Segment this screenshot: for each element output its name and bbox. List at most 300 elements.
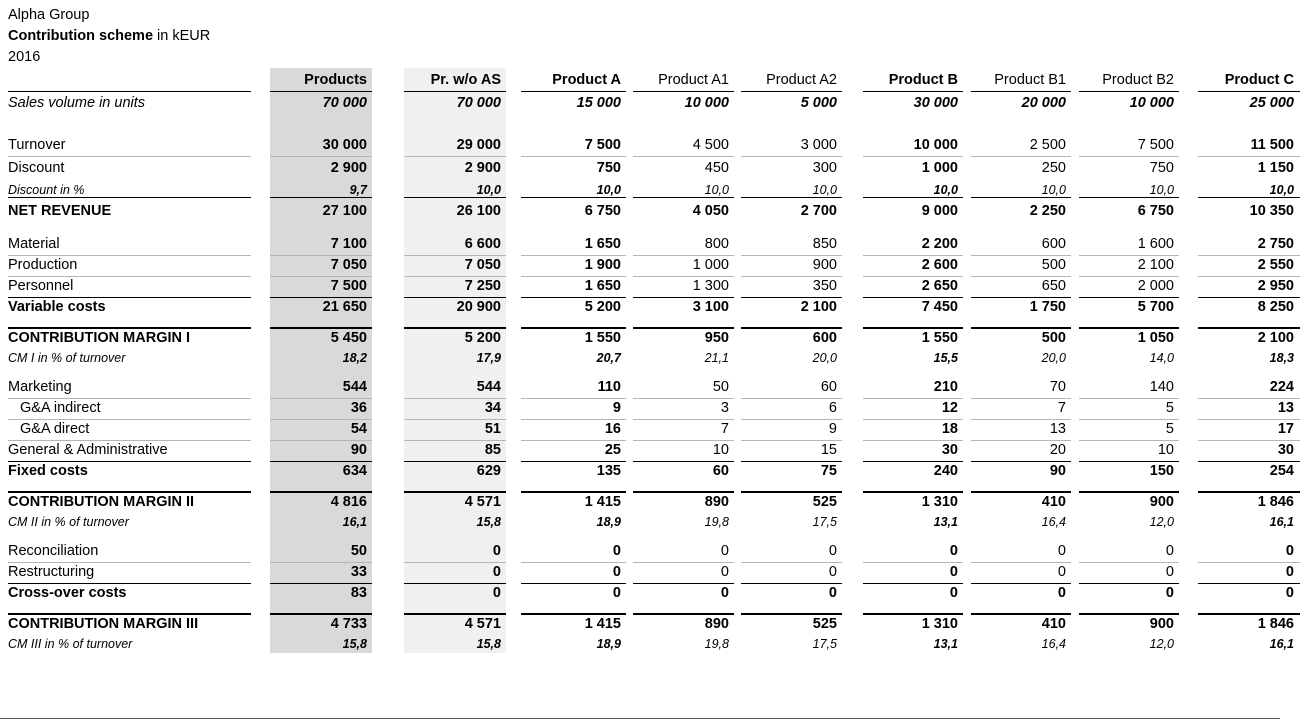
table-cell: 0 (492, 585, 501, 601)
row-label-turnover: Turnover (8, 137, 66, 153)
row-rule (270, 440, 372, 441)
row-rule (863, 562, 963, 563)
table-cell: 0 (1057, 543, 1066, 559)
table-cell: 250 (1041, 160, 1066, 176)
table-cell: 20,0 (1041, 351, 1066, 365)
row-rule (521, 197, 626, 198)
row-rule (1079, 276, 1179, 277)
table-cell: 0 (1285, 564, 1294, 580)
row-rule (863, 613, 963, 615)
table-cell: 10,0 (704, 183, 729, 197)
table-cell: 20 900 (456, 299, 501, 315)
row-rule (863, 327, 963, 329)
table-cell: 16 (604, 421, 621, 437)
table-cell: 629 (476, 463, 501, 479)
table-cell: 6 750 (1137, 203, 1174, 219)
table-row (0, 440, 1300, 461)
table-cell: 27 100 (322, 203, 367, 219)
table-row (0, 562, 1300, 583)
row-rule (1079, 440, 1179, 441)
table-cell: 70 (1049, 379, 1066, 395)
table-cell: 1 415 (584, 494, 621, 510)
row-rule (404, 297, 506, 298)
row-rule (8, 440, 251, 441)
table-cell: 20,0 (812, 351, 837, 365)
row-rule (633, 327, 734, 329)
table-cell: 544 (476, 379, 501, 395)
row-rule (270, 419, 372, 420)
table-cell: 17,9 (476, 351, 501, 365)
table-cell: 544 (342, 379, 367, 395)
table-row (0, 234, 1300, 255)
header-rule (1198, 91, 1300, 92)
row-rule (1079, 398, 1179, 399)
table-cell: 7 050 (464, 257, 501, 273)
row-rule (1079, 613, 1179, 615)
row-label-net-revenue: NET REVENUE (8, 203, 112, 219)
row-rule (863, 297, 963, 298)
row-rule (404, 491, 506, 493)
table-row (0, 255, 1300, 276)
report-title-unit: in kEUR (153, 28, 211, 44)
table-cell: 60 (712, 463, 729, 479)
table-cell: 1 310 (921, 616, 958, 632)
table-cell: 525 (812, 616, 837, 632)
row-label-cm2: CONTRIBUTION MARGIN II (8, 494, 195, 510)
row-rule (8, 255, 251, 256)
table-cell: 750 (596, 160, 621, 176)
row-rule (270, 156, 372, 157)
table-cell: 900 (1149, 616, 1174, 632)
table-cell: 525 (812, 494, 837, 510)
table-row (0, 492, 1300, 513)
table-cell: 10 350 (1249, 203, 1294, 219)
table-cell: 15 000 (576, 95, 621, 111)
row-rule (971, 197, 1071, 198)
table-cell: 2 500 (1029, 137, 1066, 153)
table-cell: 83 (350, 585, 367, 601)
table-cell: 7 450 (921, 299, 958, 315)
header-rule (521, 91, 626, 92)
row-rule (404, 613, 506, 615)
row-rule (1079, 156, 1179, 157)
row-rule (404, 255, 506, 256)
table-cell: 0 (720, 564, 729, 580)
table-cell: 2 900 (464, 160, 501, 176)
row-rule (633, 613, 734, 615)
row-rule (1198, 156, 1300, 157)
table-cell: 10,0 (596, 183, 621, 197)
table-cell: 18,9 (596, 515, 621, 529)
row-label-fixed-costs: Fixed costs (8, 463, 88, 479)
table-cell: 7 500 (330, 278, 367, 294)
table-cell: 15,8 (476, 515, 501, 529)
table-cell: 25 000 (1249, 95, 1294, 111)
row-rule (521, 419, 626, 420)
row-rule (8, 419, 251, 420)
row-rule (404, 440, 506, 441)
table-cell: 33 (350, 564, 367, 580)
table-cell: 13 (1049, 421, 1066, 437)
row-label-cm1-pct: CM I in % of turnover (8, 351, 126, 365)
table-cell: 1 600 (1137, 236, 1174, 252)
table-cell: 0 (492, 543, 501, 559)
row-rule (1079, 197, 1179, 198)
table-cell: 410 (1041, 494, 1066, 510)
row-rule (863, 440, 963, 441)
table-cell: 4 500 (692, 137, 729, 153)
column-header: Product B (888, 72, 958, 88)
row-rule (404, 562, 506, 563)
table-cell: 600 (812, 330, 837, 346)
row-rule (863, 156, 963, 157)
row-rule (8, 562, 251, 563)
table-cell: 90 (350, 442, 367, 458)
table-cell: 2 100 (1137, 257, 1174, 273)
row-rule (633, 583, 734, 584)
table-cell: 0 (949, 585, 958, 601)
table-cell: 10,0 (1269, 183, 1294, 197)
row-rule (270, 197, 372, 198)
column-header: Product B2 (1102, 72, 1174, 88)
row-rule (741, 276, 842, 277)
table-cell: 15,5 (933, 351, 958, 365)
table-cell: 5 (1165, 421, 1174, 437)
row-rule (1198, 197, 1300, 198)
row-rule (8, 461, 251, 462)
row-rule (404, 461, 506, 462)
table-cell: 7 100 (330, 236, 367, 252)
table-cell: 7 050 (330, 257, 367, 273)
table-cell: 450 (704, 160, 729, 176)
row-rule (1079, 297, 1179, 298)
table-cell: 2 650 (921, 278, 958, 294)
table-cell: 1 650 (584, 236, 621, 252)
row-rule (633, 197, 734, 198)
table-cell: 19,8 (704, 515, 729, 529)
table-cell: 6 750 (584, 203, 621, 219)
table-cell: 0 (1165, 564, 1174, 580)
table-row (0, 201, 1300, 222)
table-row (0, 634, 1300, 652)
table-cell: 110 (597, 379, 621, 395)
row-label-personnel: Personnel (8, 278, 74, 294)
row-rule (404, 398, 506, 399)
table-cell: 0 (949, 543, 958, 559)
column-header: Pr. w/o AS (430, 72, 501, 88)
table-cell: 1 150 (1257, 160, 1294, 176)
table-cell: 10,0 (812, 183, 837, 197)
row-label-ga-direct: G&A direct (20, 421, 90, 437)
row-rule (741, 297, 842, 298)
table-cell: 15,8 (342, 637, 367, 651)
row-rule (8, 613, 251, 615)
row-rule (1079, 491, 1179, 493)
row-rule (1198, 327, 1300, 329)
row-rule (741, 583, 842, 584)
row-label-marketing: Marketing (8, 379, 72, 395)
table-cell: 890 (704, 616, 729, 632)
table-cell: 7 250 (464, 278, 501, 294)
table-cell: 900 (1149, 494, 1174, 510)
row-rule (404, 197, 506, 198)
row-rule (270, 583, 372, 584)
table-cell: 0 (828, 564, 837, 580)
row-rule (270, 461, 372, 462)
table-cell: 2 100 (800, 299, 837, 315)
table-cell: 15 (820, 442, 837, 458)
table-cell: 600 (1041, 236, 1066, 252)
table-cell: 890 (704, 494, 729, 510)
row-rule (270, 613, 372, 615)
header-rule (270, 91, 372, 92)
row-rule (971, 613, 1071, 615)
table-cell: 300 (812, 160, 837, 176)
header-rule (863, 91, 963, 92)
row-rule (1079, 583, 1179, 584)
table-row (0, 398, 1300, 419)
row-rule (863, 419, 963, 420)
row-label-cm3-pct: CM III in % of turnover (8, 637, 133, 651)
table-cell: 16,4 (1041, 637, 1066, 651)
row-rule (521, 461, 626, 462)
table-cell: 2 100 (1257, 330, 1294, 346)
row-rule (1198, 297, 1300, 298)
row-rule (1079, 327, 1179, 329)
table-cell: 1 550 (584, 330, 621, 346)
row-rule (1079, 255, 1179, 256)
header-rule (1079, 91, 1179, 92)
table-row (0, 512, 1300, 530)
table-cell: 4 050 (692, 203, 729, 219)
column-header: Product A1 (658, 72, 729, 88)
row-rule (1198, 398, 1300, 399)
table-cell: 19,8 (704, 637, 729, 651)
row-rule (521, 440, 626, 441)
row-rule (270, 398, 372, 399)
table-cell: 0 (612, 543, 621, 559)
table-cell: 5 (1165, 400, 1174, 416)
table-cell: 36 (350, 400, 367, 416)
row-rule (1198, 491, 1300, 493)
table-cell: 30 (1277, 442, 1294, 458)
row-rule (1198, 562, 1300, 563)
row-rule (863, 255, 963, 256)
table-cell: 26 100 (456, 203, 501, 219)
table-cell: 1 310 (921, 494, 958, 510)
table-cell: 2 200 (921, 236, 958, 252)
table-cell: 18,9 (596, 637, 621, 651)
row-rule (521, 297, 626, 298)
row-label-ga-indirect: G&A indirect (20, 400, 101, 416)
table-cell: 4 733 (330, 616, 367, 632)
column-header: Product A (552, 72, 621, 88)
row-rule (863, 398, 963, 399)
table-cell: 70 000 (322, 95, 367, 111)
row-rule (404, 156, 506, 157)
table-cell: 150 (1149, 463, 1174, 479)
table-cell: 6 (828, 400, 837, 416)
table-cell: 29 000 (456, 137, 501, 153)
table-cell: 1 900 (584, 257, 621, 273)
table-row (0, 297, 1300, 318)
table-cell: 15,8 (476, 637, 501, 651)
table-cell: 51 (484, 421, 501, 437)
table-cell: 0 (828, 585, 837, 601)
table-cell: 50 (712, 379, 729, 395)
row-rule (971, 583, 1071, 584)
table-cell: 1 550 (921, 330, 958, 346)
row-rule (633, 297, 734, 298)
row-rule (633, 276, 734, 277)
row-rule (741, 398, 842, 399)
row-rule (8, 156, 251, 157)
table-row (0, 93, 1300, 114)
row-rule (521, 156, 626, 157)
table-cell: 0 (720, 543, 729, 559)
row-rule (741, 197, 842, 198)
table-cell: 10,0 (1041, 183, 1066, 197)
row-rule (741, 156, 842, 157)
table-cell: 17,5 (812, 637, 837, 651)
row-rule (521, 255, 626, 256)
row-rule (8, 297, 251, 298)
table-cell: 30 (941, 442, 958, 458)
table-cell: 2 900 (330, 160, 367, 176)
row-rule (521, 491, 626, 493)
table-cell: 4 571 (464, 494, 501, 510)
table-cell: 20 (1049, 442, 1066, 458)
table-cell: 2 750 (1257, 236, 1294, 252)
table-cell: 18,3 (1269, 351, 1294, 365)
row-rule (633, 419, 734, 420)
row-rule (741, 255, 842, 256)
table-cell: 6 600 (464, 236, 501, 252)
table-cell: 5 450 (330, 330, 367, 346)
row-rule (270, 297, 372, 298)
row-rule (863, 276, 963, 277)
table-cell: 3 (720, 400, 729, 416)
table-cell: 5 700 (1137, 299, 1174, 315)
table-row (0, 377, 1300, 398)
table-cell: 85 (484, 442, 501, 458)
table-cell: 54 (350, 421, 367, 437)
table-cell: 9 000 (921, 203, 958, 219)
table-cell: 7 (720, 421, 729, 437)
table-cell: 1 846 (1257, 494, 1294, 510)
row-rule (863, 461, 963, 462)
table-cell: 7 500 (1137, 137, 1174, 153)
table-row (0, 276, 1300, 297)
row-rule (521, 613, 626, 615)
row-label-cross-over: Cross-over costs (8, 585, 127, 601)
row-rule (863, 491, 963, 493)
column-header-row (0, 70, 1300, 91)
table-cell: 10,0 (1149, 183, 1174, 197)
table-row (0, 461, 1300, 482)
table-cell: 1 750 (1029, 299, 1066, 315)
table-cell: 9 (828, 421, 837, 437)
row-rule (521, 562, 626, 563)
header-rule (633, 91, 734, 92)
row-rule (1198, 440, 1300, 441)
table-cell: 800 (704, 236, 729, 252)
bottom-rule (0, 718, 1280, 719)
table-cell: 10 000 (684, 95, 729, 111)
table-cell: 0 (492, 564, 501, 580)
table-cell: 0 (612, 585, 621, 601)
row-rule (8, 583, 251, 584)
row-rule (633, 156, 734, 157)
row-rule (404, 327, 506, 329)
table-cell: 10 (1157, 442, 1174, 458)
row-rule (521, 583, 626, 584)
row-rule (8, 327, 251, 329)
row-label-discount: Discount (8, 160, 65, 176)
row-rule (971, 562, 1071, 563)
table-cell: 0 (612, 564, 621, 580)
table-cell: 410 (1041, 616, 1066, 632)
table-cell: 9 (612, 400, 621, 416)
row-label-material: Material (8, 236, 60, 252)
table-row (0, 328, 1300, 349)
header-rule (8, 91, 251, 92)
table-cell: 0 (1057, 564, 1066, 580)
row-rule (521, 327, 626, 329)
table-cell: 20,7 (596, 351, 621, 365)
row-rule (971, 398, 1071, 399)
table-cell: 950 (704, 330, 729, 346)
table-cell: 4 816 (330, 494, 367, 510)
row-label-restructuring: Restructuring (8, 564, 95, 580)
row-rule (971, 491, 1071, 493)
table-row (0, 348, 1300, 366)
row-rule (971, 327, 1071, 329)
row-rule (1079, 562, 1179, 563)
table-cell: 13,1 (933, 515, 958, 529)
table-cell: 5 200 (464, 330, 501, 346)
row-label-production: Production (8, 257, 78, 273)
table-cell: 75 (820, 463, 837, 479)
table-cell: 0 (1285, 543, 1294, 559)
table-cell: 2 000 (1137, 278, 1174, 294)
table-cell: 850 (812, 236, 837, 252)
table-cell: 60 (820, 379, 837, 395)
table-cell: 13,1 (933, 637, 958, 651)
table-cell: 7 (1057, 400, 1066, 416)
row-rule (521, 398, 626, 399)
table-cell: 2 550 (1257, 257, 1294, 273)
table-cell: 3 000 (800, 137, 837, 153)
row-label-variable-costs: Variable costs (8, 299, 106, 315)
row-rule (1198, 419, 1300, 420)
row-rule (971, 297, 1071, 298)
table-row (0, 180, 1300, 198)
row-label-cm3: CONTRIBUTION MARGIN III (8, 616, 199, 632)
row-rule (971, 440, 1071, 441)
row-rule (971, 156, 1071, 157)
table-cell: 1 000 (692, 257, 729, 273)
row-label-sales-volume: Sales volume in units (8, 95, 146, 111)
table-cell: 13 (1277, 400, 1294, 416)
row-rule (1198, 461, 1300, 462)
table-cell: 10,0 (476, 183, 501, 197)
table-cell: 650 (1041, 278, 1066, 294)
table-cell: 17,5 (812, 515, 837, 529)
table-cell: 135 (596, 463, 621, 479)
table-cell: 10 (712, 442, 729, 458)
table-cell: 1 000 (921, 160, 958, 176)
